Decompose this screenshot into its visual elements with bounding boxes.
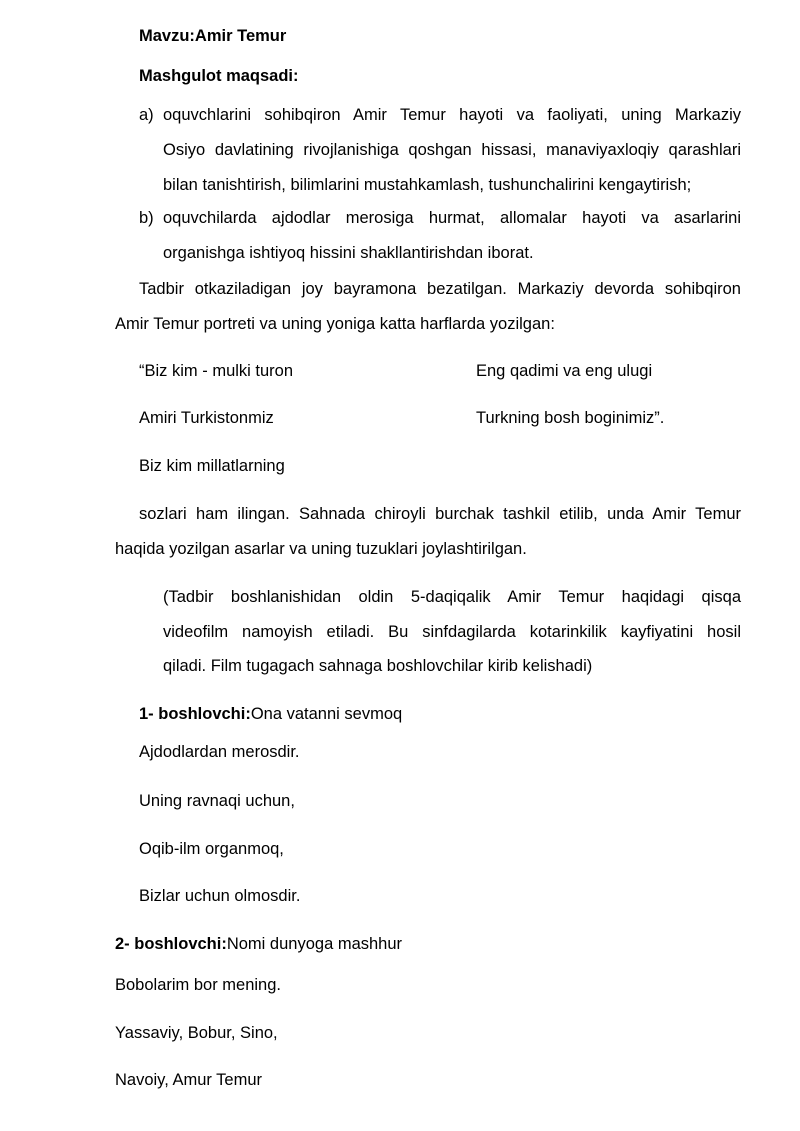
list-marker-b: b) — [139, 209, 154, 227]
host-2-verse-2: Yassaviy, Bobur, Sino, — [115, 1024, 278, 1042]
goal-a-line-1: oquvchlarini sohibqiron Amir Temur hayoti va faoliyati, uning Markaziy — [163, 106, 741, 124]
host-1-first-line: Ona vatanni sevmoq — [250, 705, 403, 723]
venue-paragraph-line-1: Tadbir otkaziladigan joy bayramona bezatilgan. Markaziy devorda sohibqiron — [139, 280, 741, 298]
venue-paragraph-line-2: Amir Temur portreti va uning yoniga katta harflarda yozilgan: — [115, 315, 555, 333]
stage-paragraph-line-2: haqida yozilgan asarlar va uning tuzuklari joylashtirilgan. — [115, 540, 527, 558]
host-2-first-line: Nomi dunyoga mashhur — [226, 935, 403, 953]
goal-a-line-2: Osiyo davlatining rivojlanishiga qoshgan hissasi, manaviyaxloqiy qarashlari — [163, 141, 741, 159]
list-marker-a: a) — [139, 106, 154, 124]
stage-paragraph-line-1: sozlari ham ilingan. Sahnada chiroyli burchak tashkil etilib, unda Amir Temur — [139, 505, 741, 523]
stage-direction-line-1: (Tadbir boshlanishidan oldin 5-daqiqalik Amir Temur haqidagi qisqa — [163, 588, 741, 606]
host-1-verse-3: Oqib-ilm organmoq, — [139, 840, 284, 858]
topic-title: Mavzu:Amir Temur — [139, 27, 287, 45]
goal-heading: Mashgulot maqsadi: — [139, 67, 299, 85]
host-2-line — [115, 933, 402, 955]
host-1-verse-2: Uning ravnaqi uchun, — [139, 792, 295, 810]
poem-right-line-2: Turkning bosh boginimiz”. — [476, 409, 665, 427]
host-1-verse-1: Ajdodlardan merosdir. — [139, 743, 300, 761]
host-2-verse-1: Bobolarim bor mening. — [115, 976, 281, 994]
host-2-verse-3: Navoiy, Amur Temur — [115, 1071, 263, 1089]
goal-b-line-1: oquvchilarda ajdodlar merosiga hurmat, allomalar hayoti va asarlarini — [163, 209, 741, 227]
goal-b-line-2: organishga ishtiyoq hissini shakllantirishdan iborat. — [163, 244, 534, 262]
host-1-line — [139, 703, 402, 725]
stage-direction-line-2: videofilm namoyish etiladi. Bu sinfdagilarda kotarinkilik kayfiyatini hosil — [163, 623, 741, 641]
poem-left-line-2: Amiri Turkistonmiz — [139, 409, 274, 427]
host-1-verse-4: Bizlar uchun olmosdir. — [139, 887, 301, 905]
host-1-label: 1- boshlovchi: — [139, 705, 251, 723]
stage-direction-line-3: qiladi. Film tugagach sahnaga boshlovchilar kirib kelishadi) — [163, 657, 593, 675]
host-2-label: 2- boshlovchi: — [115, 935, 227, 953]
poem-left-line-3: Biz kim millatlarning — [139, 457, 285, 475]
poem-left-line-1: “Biz kim - mulki turon — [139, 362, 294, 380]
poem-right-line-1: Eng qadimi va eng ulugi — [476, 362, 653, 380]
goal-a-line-3: bilan tanishtirish, bilimlarini mustahkamlash, tushunchalirini kengaytirish; — [163, 176, 692, 194]
